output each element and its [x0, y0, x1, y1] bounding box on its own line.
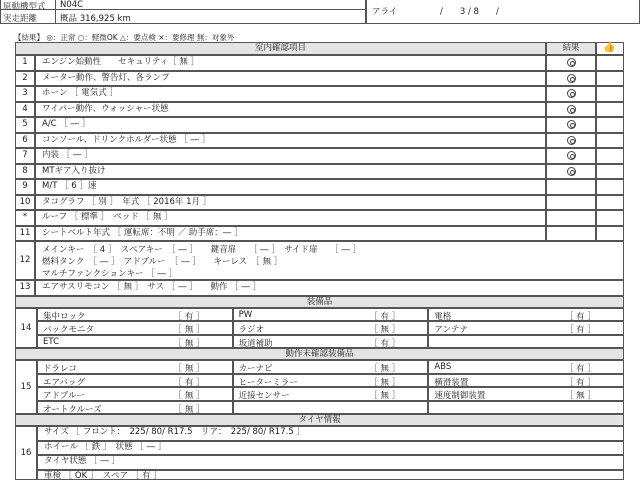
row-number: 16: [15, 426, 37, 480]
unverified-cell: [233, 401, 429, 415]
interior-item: ワイパー動作、ウォッシャー状態: [35, 102, 546, 118]
unverified-value: ［ 無 ］: [564, 391, 596, 401]
interior-item: タコグラフ ［ 別 ］ 年式 ［ 2016年 1月 ］: [35, 195, 546, 211]
unverified-label: オートクルーズ: [43, 404, 102, 415]
extra-cell: [596, 226, 624, 242]
interior-item: メーター動作、警告灯、各ランプ: [35, 71, 546, 87]
result-cell: [546, 164, 596, 180]
row-number: 3: [15, 86, 35, 102]
unverified-cell: [37, 387, 233, 401]
unverified-value: ［ 有 ］: [564, 364, 596, 374]
extra-cell: [596, 71, 624, 87]
extra-cell: [596, 133, 624, 149]
result-cell: [546, 117, 596, 133]
equipment-cell: [37, 335, 233, 349]
keys-line: マルチファンクションキー ［ ― ］: [42, 269, 178, 279]
tires-title: タイヤ情報: [15, 414, 624, 426]
interior-item: ルーフ ［ 標準 ］ ベッド ［ 無 ］: [35, 210, 546, 226]
tire-info-line: 車検 ［ OK ］ スペア ［ 有 ］: [37, 470, 624, 480]
equipment-value: ［ 無 ］: [173, 338, 205, 349]
odometer-label: 実走距離: [3, 14, 38, 24]
equipment-value: ［ 無 ］: [173, 325, 205, 335]
equipment-value: ［ 有 ］: [369, 338, 401, 349]
thumbs-up-icon: 👍: [603, 42, 616, 53]
ok-mark-icon: [567, 58, 576, 67]
unverified-cell: [37, 374, 233, 388]
extra-cell: [596, 210, 624, 226]
equipment-cell: [428, 321, 624, 335]
row-number: 8: [15, 164, 35, 180]
ok-mark-icon: [567, 136, 576, 145]
interior-item: シートベルト年式 ［ 運転席：不明 ／ 助手席：― ］: [35, 226, 546, 242]
ok-mark-icon: [567, 105, 576, 114]
unverified-label: ドラレコ: [43, 364, 78, 374]
row-number: 1: [15, 55, 35, 71]
unverified-label: エアバッグ: [43, 377, 85, 388]
equipment-cell: [428, 335, 624, 349]
air-suspension-row: エアサスリモコン ［ 無 ］ サス ［ ― ］ 動作 ［ ― ］: [35, 280, 624, 296]
equipment-label: ラジオ: [238, 325, 265, 335]
equipment-label: 坂道補助: [238, 338, 273, 349]
row-number: 12: [15, 241, 35, 280]
tire-info-line: サイズ ［ フロント： 225/ 80/ R17.5 リア： 225/ 80/ R17.5 ］: [37, 426, 624, 441]
ok-mark-icon: [567, 89, 576, 98]
ok-mark-icon: [567, 120, 576, 129]
alignment-label: アライ: [372, 7, 398, 17]
odometer-value: 概品 316,925 km: [60, 14, 131, 24]
interior-title: 室内確認項目: [15, 42, 546, 55]
thumb-icon-cell: [596, 42, 624, 55]
unverified-label: ABS: [434, 362, 452, 372]
alignment-value: / 3 / 8 /: [440, 7, 499, 17]
equipment-cell: [428, 308, 624, 322]
result-cell: [546, 179, 596, 195]
unverified-label: ヒーターミラー: [238, 377, 298, 388]
equipment-label: PW: [238, 309, 253, 320]
unverified-label: 横滑装置: [434, 377, 469, 388]
row-number: 5: [15, 117, 35, 133]
unverified-cell: [37, 360, 233, 374]
keys-line: メインキー ［ 4 ］ スペアキー ［ ― ］ 鍵音扉 ［ ― ］ サイド扉 ［ ― ］: [42, 245, 362, 255]
ok-mark-icon: [567, 167, 576, 176]
equipment-title: 装備品: [15, 296, 624, 308]
row-number: *: [15, 210, 35, 226]
ok-mark-icon: [567, 151, 576, 160]
unverified-value: ［ 有 ］: [564, 377, 596, 388]
interior-item: コンソール、ドリンクホルダー状態 ［ ― ］: [35, 133, 546, 149]
interior-item: エンジン始動性 セキュリティ［ 無 ］: [35, 55, 546, 71]
interior-item: MTギア入り抜け: [35, 164, 546, 180]
extra-cell: [596, 102, 624, 118]
row-number: 2: [15, 71, 35, 87]
equipment-label: 集中ロック: [43, 311, 86, 322]
interior-item: M/T ［ 6 ］速: [35, 179, 546, 195]
unverified-label: 近接センサー: [238, 391, 290, 401]
result-cell: [546, 133, 596, 149]
unverified-value: ［ 無 ］: [173, 404, 205, 415]
extra-cell: [596, 195, 624, 211]
interior-item: A/C ［ ― ］: [35, 117, 546, 133]
equipment-label: バックモニタ: [43, 325, 95, 335]
unverified-cell: [428, 374, 624, 388]
unverified-value: ［ 無 ］: [173, 364, 205, 374]
unverified-title: 動作未確認装備品: [15, 348, 624, 360]
tire-info-line: タイヤ状態 ［ ― ］: [37, 455, 624, 470]
equipment-cell: [233, 321, 429, 335]
unverified-cell: [233, 387, 429, 401]
result-cell: [546, 148, 596, 164]
result-cell: [546, 226, 596, 242]
equipment-label: 電格: [434, 311, 452, 322]
equipment-value: ［ 有 ］: [564, 311, 596, 322]
result-cell: [546, 102, 596, 118]
model-label: 原動機型式: [3, 2, 46, 12]
extra-cell: [596, 55, 624, 71]
alignment-box: [366, 0, 640, 24]
model-value: N04C: [60, 0, 84, 10]
unverified-cell: [428, 387, 624, 401]
equipment-cell: [37, 308, 233, 322]
equipment-value: ［ 有 ］: [173, 311, 205, 322]
legend: 【結果】 ◎：正常 ○：軽微OK △：要点検 ×：要修理 無：対象外: [14, 33, 235, 42]
unverified-value: ［ 無 ］: [369, 364, 401, 374]
unverified-value: ［ 無 ］: [369, 391, 401, 401]
unverified-cell: [233, 360, 429, 374]
unverified-label: アドブルー: [43, 391, 85, 401]
row-number: 4: [15, 102, 35, 118]
result-cell: [546, 55, 596, 71]
unverified-label: カーナビ: [238, 364, 273, 374]
extra-cell: [596, 179, 624, 195]
unverified-label: 速度制御装置: [434, 391, 486, 401]
row-number: 10: [15, 195, 35, 211]
equipment-value: ［ 無 ］: [369, 325, 401, 335]
unverified-cell: [428, 360, 624, 374]
interior-item: 内装 ［ ― ］: [35, 148, 546, 164]
unverified-cell: [37, 401, 233, 415]
tire-info-line: ホイール ［ 鉄 ］ 状態 ［ ― ］: [37, 441, 624, 456]
equipment-value: ［ 有 ］: [564, 325, 596, 335]
result-header: 結果: [546, 42, 596, 55]
equipment-cell: [37, 321, 233, 335]
interior-item: ホーン ［ 電気式 ］: [35, 86, 546, 102]
extra-cell: [596, 117, 624, 133]
keys-row: [35, 241, 624, 280]
extra-cell: [596, 86, 624, 102]
row-number: 11: [15, 226, 35, 242]
equipment-cell: [233, 308, 429, 322]
equipment-label: アンテナ: [434, 325, 468, 335]
result-cell: [546, 71, 596, 87]
equipment-cell: [233, 335, 429, 349]
unverified-cell: [428, 401, 624, 415]
result-cell: [546, 210, 596, 226]
row-number: 9: [15, 179, 35, 195]
unverified-value: ［ 無 ］: [173, 391, 205, 401]
row-number: 13: [15, 280, 35, 296]
header-col-divider: [55, 0, 56, 24]
equipment-value: ［ 有 ］: [369, 311, 401, 322]
unverified-value: ［ 有 ］: [173, 377, 205, 388]
equipment-label: ETC: [43, 336, 59, 347]
result-cell: [546, 195, 596, 211]
row-number: 15: [15, 360, 37, 414]
extra-cell: [596, 148, 624, 164]
unverified-value: ［ 無 ］: [369, 377, 401, 388]
unverified-cell: [233, 374, 429, 388]
extra-cell: [596, 164, 624, 180]
row-number: 6: [15, 133, 35, 149]
ok-mark-icon: [567, 74, 576, 83]
row-number: 14: [15, 308, 37, 349]
keys-line: 燃料タンク ［ ― ］ アドブルー ［ ― ］ キーレス ［ 無 ］: [42, 257, 283, 267]
row-number: 7: [15, 148, 35, 164]
result-cell: [546, 86, 596, 102]
